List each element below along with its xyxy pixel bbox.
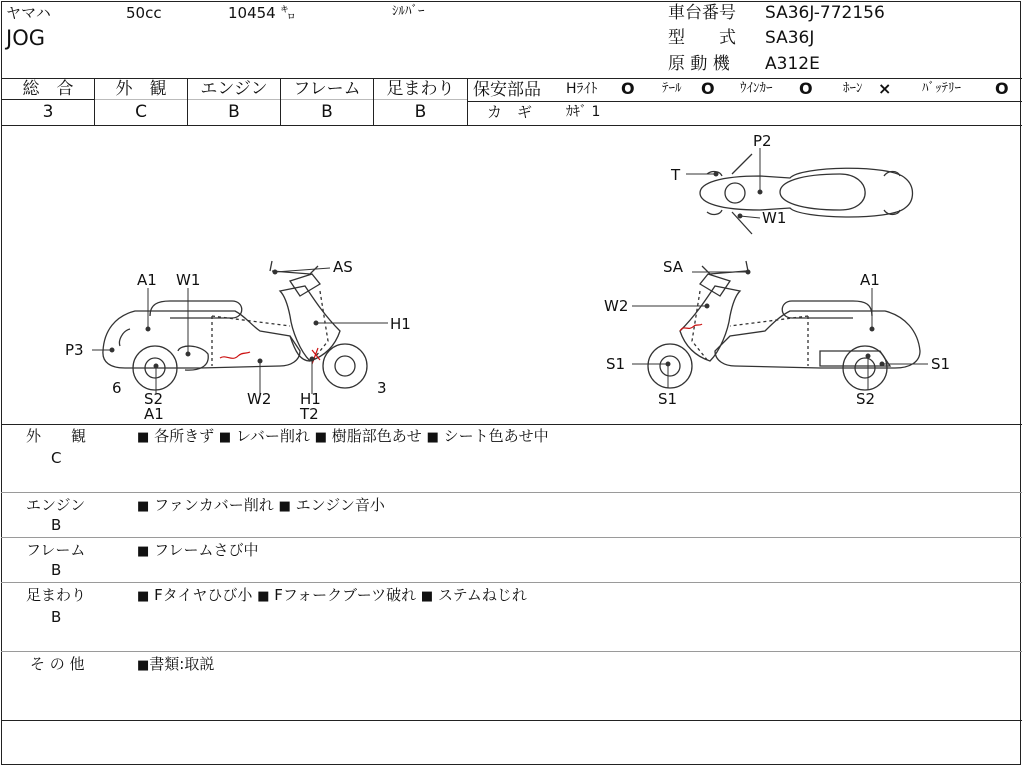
safety-label: 保安部品 bbox=[473, 80, 541, 100]
note-item: シート色あせ中 bbox=[443, 427, 549, 445]
note-items bbox=[137, 543, 258, 558]
frame-number: SA36J-772156 bbox=[765, 3, 885, 23]
note-items bbox=[137, 429, 549, 444]
key-label: カ ギ bbox=[487, 103, 533, 121]
diagram-label: S2 bbox=[144, 390, 164, 408]
note-item: ファンカバー削れ bbox=[154, 496, 274, 514]
safety-item-horn: ﾎｰﾝ bbox=[843, 81, 863, 96]
mileage: 10454 ㌔ bbox=[228, 4, 296, 22]
diagram-label: A1 bbox=[860, 271, 880, 289]
diagram-label: P3 bbox=[65, 341, 84, 359]
divider bbox=[467, 78, 468, 125]
note-item: ステムねじれ bbox=[437, 586, 527, 604]
note-category: エンジン bbox=[26, 496, 86, 514]
color: ｼﾙﾊﾞｰ bbox=[392, 4, 425, 19]
divider bbox=[1, 99, 95, 100]
note-item: Fフォークブーツ破れ bbox=[274, 586, 417, 604]
divider bbox=[1, 492, 1022, 493]
divider bbox=[1, 651, 1022, 652]
divider bbox=[95, 99, 467, 100]
note-item: Fタイヤひび小 bbox=[154, 586, 253, 604]
safety-item-battery: ﾊﾞｯﾃﾘｰ bbox=[922, 81, 961, 96]
grade-exterior-value: C bbox=[135, 102, 147, 122]
bullet: ■ bbox=[137, 658, 150, 673]
safety-status-winker: O bbox=[799, 79, 813, 98]
grade-suspension-label: 足まわり bbox=[386, 79, 455, 99]
note-grade: C bbox=[51, 449, 62, 467]
diagram-label: S1 bbox=[606, 355, 626, 373]
note-item: 樹脂部色あせ bbox=[331, 427, 422, 445]
grade-engine-value: B bbox=[228, 102, 240, 122]
safety-item-headlight: Hﾗｲﾄ bbox=[566, 81, 598, 97]
diagram-label: A1 bbox=[144, 405, 164, 423]
bullet: ■ bbox=[137, 499, 150, 514]
diagram-label: SA bbox=[663, 258, 684, 276]
divider bbox=[1, 537, 1022, 538]
displacement: 50cc bbox=[126, 4, 162, 22]
diagram-label: W2 bbox=[247, 390, 272, 408]
bullet: ■ bbox=[257, 589, 270, 604]
divider bbox=[1, 424, 1022, 425]
note-grade: B bbox=[51, 516, 62, 534]
note-category: そ の 他 bbox=[30, 655, 85, 673]
note-item: レバー削れ bbox=[235, 427, 310, 445]
key-value: ｶｷﾞ 1 bbox=[566, 104, 601, 120]
bullet: ■ bbox=[278, 499, 291, 514]
damage-mark bbox=[312, 348, 320, 364]
bullet: ■ bbox=[137, 544, 150, 559]
diagram-label: H1 bbox=[390, 315, 411, 333]
note-items bbox=[137, 657, 214, 672]
diagram-label: P2 bbox=[753, 132, 772, 150]
bullet: ■ bbox=[426, 430, 439, 445]
safety-status-horn: × bbox=[878, 79, 892, 98]
diagram-label: A1 bbox=[137, 271, 157, 289]
safety-status-tail: O bbox=[701, 79, 715, 98]
note-item: 各所きず bbox=[154, 427, 215, 445]
note-item: 書類:取説 bbox=[149, 655, 215, 673]
scooter-top-view bbox=[700, 154, 913, 234]
grade-engine-label: エンジン bbox=[200, 79, 268, 99]
engine-value: A312E bbox=[765, 54, 820, 74]
grade-frame-label: フレーム bbox=[293, 79, 361, 99]
diagram-label: AS bbox=[333, 258, 353, 276]
grade-exterior-label: 外 観 bbox=[115, 79, 167, 99]
diagram-label: 3 bbox=[377, 379, 387, 397]
note-items bbox=[137, 588, 527, 603]
note-grade: B bbox=[51, 608, 62, 626]
type-value: SA36J bbox=[765, 28, 815, 48]
bullet: ■ bbox=[137, 430, 150, 445]
diagram-label: H1 bbox=[300, 390, 321, 408]
diagram-label: W1 bbox=[176, 271, 201, 289]
frame-number-label: 車台番号 bbox=[668, 3, 736, 23]
diagram-label: S1 bbox=[658, 390, 678, 408]
note-item: エンジン音小 bbox=[295, 496, 385, 514]
bullet: ■ bbox=[137, 589, 150, 604]
grade-overall-label: 総 合 bbox=[22, 79, 74, 99]
safety-status-headlight: O bbox=[621, 79, 635, 98]
diagram-label: 6 bbox=[112, 379, 122, 397]
divider bbox=[1, 720, 1022, 721]
diagram-label: S1 bbox=[931, 355, 951, 373]
grade-frame-value: B bbox=[321, 102, 333, 122]
maker: ヤマハ bbox=[6, 4, 51, 22]
diagram-label: W2 bbox=[604, 297, 629, 315]
bullet: ■ bbox=[218, 430, 232, 445]
diagram-label: S2 bbox=[856, 390, 876, 408]
damage-mark bbox=[220, 352, 250, 358]
note-grade: B bbox=[51, 561, 62, 579]
safety-status-battery: O bbox=[995, 79, 1009, 98]
note-item: フレームさび中 bbox=[154, 541, 259, 559]
safety-item-winker: ｳｲﾝｶｰ bbox=[740, 81, 773, 96]
bullet: ■ bbox=[420, 589, 434, 604]
divider bbox=[467, 101, 1022, 102]
bullet: ■ bbox=[314, 430, 327, 445]
note-category: フレーム bbox=[26, 541, 86, 559]
grade-overall-value: 3 bbox=[42, 102, 54, 122]
safety-item-tail: ﾃｰﾙ bbox=[662, 81, 682, 96]
note-category: 外 観 bbox=[26, 427, 87, 445]
diagram-label: W1 bbox=[762, 209, 787, 227]
type-label: 型 式 bbox=[668, 28, 736, 48]
scooter-diagram bbox=[0, 126, 1024, 424]
note-category: 足まわり bbox=[26, 586, 87, 604]
engine-label: 原 動 機 bbox=[668, 54, 730, 74]
note-items bbox=[137, 498, 385, 513]
diagram-label: T2 bbox=[300, 405, 319, 423]
diagram-label: T bbox=[671, 166, 681, 184]
divider bbox=[1, 582, 1022, 583]
model-name: JOG bbox=[6, 26, 45, 50]
grade-suspension-value: B bbox=[414, 102, 427, 122]
